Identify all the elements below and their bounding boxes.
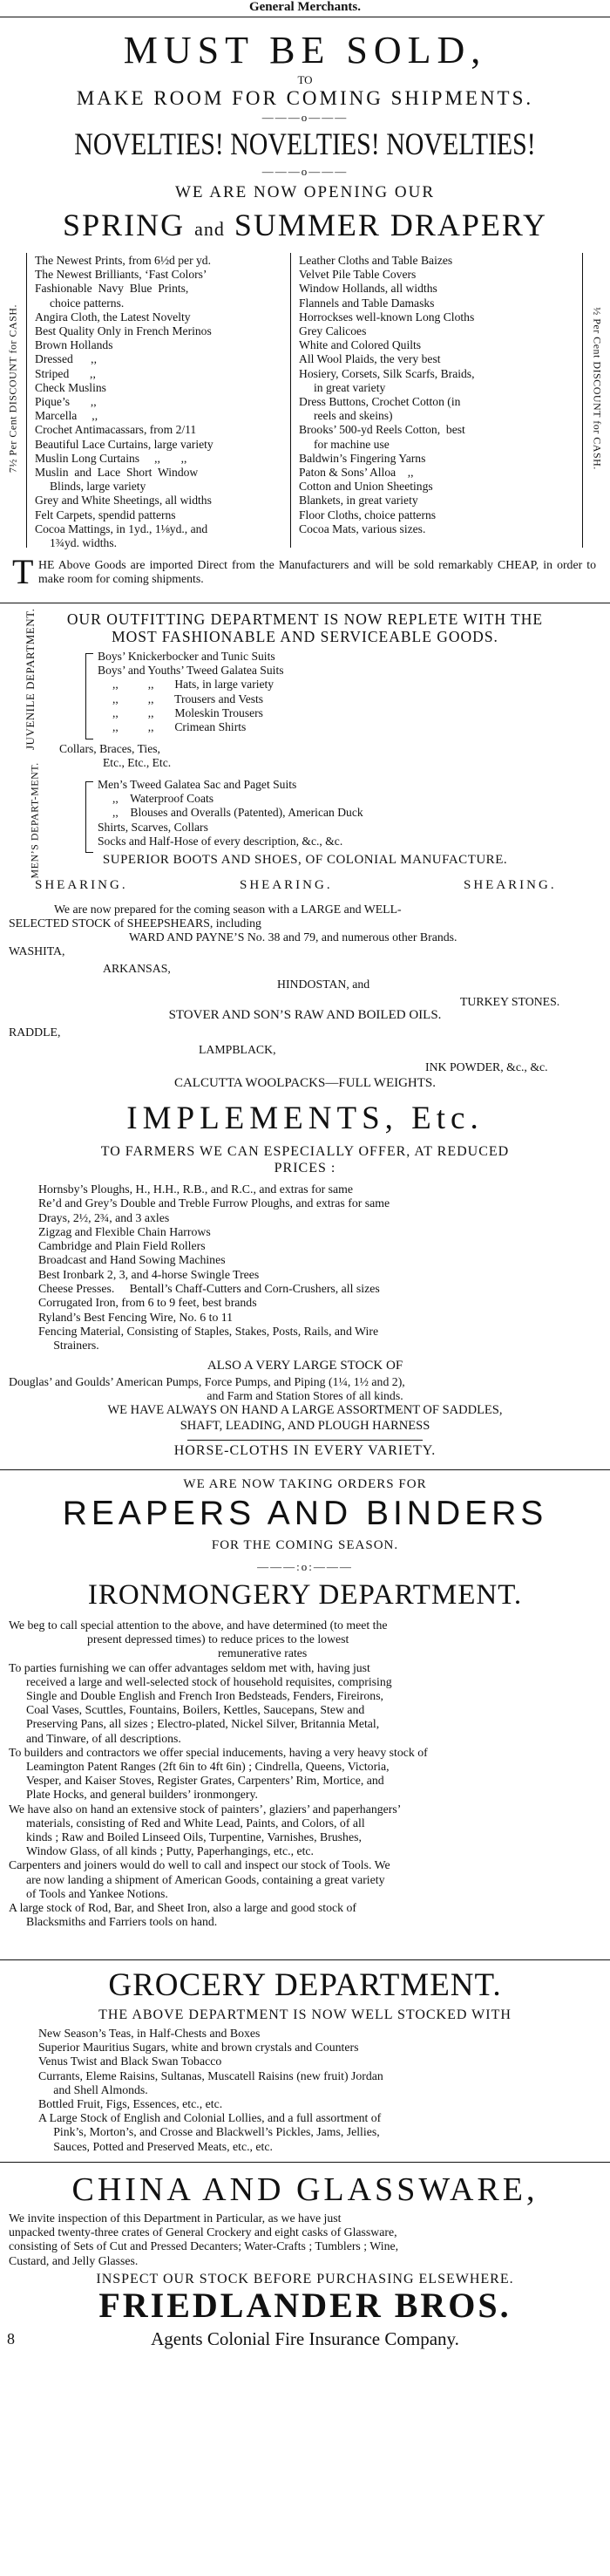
china-text xyxy=(9,2211,398,2268)
drapery-right-item: Horrockses well-known Long Cloths xyxy=(299,310,475,324)
ironmongery-line: To builders and contractors we offer special inducements, having a very heavy stock of xyxy=(9,1745,428,1759)
drapery-right-item: Velvet Pile Table Covers xyxy=(299,268,417,282)
banner-to: TO xyxy=(297,73,313,86)
right-column-rule xyxy=(582,253,583,548)
drapery-right-item: Paton & Sons’ Alloa ,, xyxy=(299,466,414,480)
drapery-left-item: Beautiful Lace Curtains, large variety xyxy=(35,437,214,451)
inspect-line: INSPECT OUR STOCK BEFORE PURCHASING ELSEWHERE. xyxy=(96,2272,514,2286)
ironmongery-line: Blacksmiths and Farriers tools on hand. xyxy=(26,1915,218,1929)
drapery-left-item: Muslin Long Curtains ,, ,, xyxy=(35,451,187,465)
grocery-item: Pink’s, Morton’s, and Crosse and Blackwell’s Pickles, Jams, Jellies, xyxy=(38,2125,380,2139)
drapery-right-item: reels and skeins) xyxy=(299,409,393,423)
ironmongery-line: Coal Vases, Scuttles, Fountains, Boilers, Kettles, Saucepans, Stew and xyxy=(26,1703,365,1717)
drapery-left-item: Brown Hollands xyxy=(35,338,113,352)
juvenile-item: Boys’ Knickerbocker and Tunic Suits xyxy=(98,650,275,663)
grocery-list xyxy=(38,2027,383,2154)
ornament-2: ———o——— xyxy=(261,165,349,178)
shearing-word-1: SHEARING. xyxy=(35,878,128,892)
implements-list xyxy=(38,1182,390,1353)
ironmongery-line: Window Glass, of all kinds ; Putty, Paperhangings, etc., etc. xyxy=(26,1844,315,1858)
grocery-sub: THE ABOVE DEPARTMENT IS NOW WELL STOCKED WITH xyxy=(98,2007,512,2022)
ironmongery-line: Carpenters and joiners would do well to call and inspect our stock of Tools. We xyxy=(9,1858,390,1872)
grocery-item: Sauces, Potted and Preserved Meats, etc., etc. xyxy=(38,2139,273,2153)
ironmongery-text xyxy=(9,1619,428,1929)
drapery-right-item: Brooks’ 500-yd Reels Cotton, best xyxy=(299,423,465,437)
ironmongery-line: Leamington Patent Ranges (2ft 6in to 4ft 6in) ; Cindrella, Queens, Victoria, xyxy=(26,1760,390,1774)
drapery-right-item: Cotton and Union Sheetings xyxy=(299,480,433,494)
drapery-left-item: The Newest Prints, from 6½d per yd. xyxy=(35,254,211,267)
novelties-headline: NOVELTIES! NOVELTIES! NOVELTIES! xyxy=(74,126,536,161)
grocery-item: A Large Stock of English and Colonial Lollies, and a full assortment of xyxy=(38,2111,382,2125)
implement-item: Strainers. xyxy=(38,1339,99,1353)
right-discount-note: ½ Per Cent DISCOUNT for CASH. xyxy=(591,307,604,470)
ironmongery-line: present depressed times) to reduce prices to the lowest xyxy=(87,1632,349,1646)
juvenile-item: ,, ,, Moleskin Trousers xyxy=(98,705,263,719)
implement-item: Broadcast and Hand Sowing Machines xyxy=(38,1253,226,1267)
summer-drapery-word: SUMMER DRAPERY xyxy=(234,208,547,242)
implement-item: Ryland’s Best Fencing Wire, No. 6 to 11 xyxy=(38,1310,234,1324)
juvenile-bracket xyxy=(85,653,93,739)
implement-item: Corrugated Iron, from 6 to 9 feet, best brands xyxy=(38,1296,257,1310)
ironmongery-line: We beg to call special attention to the above, and have determined (to meet the xyxy=(9,1619,388,1632)
juvenile-item: ,, ,, Hats, in large variety xyxy=(98,678,274,692)
drapery-left-item: Striped ,, xyxy=(35,366,96,380)
outfitting-heading-2: MOST FASHIONABLE AND SERVICEABLE GOODS. xyxy=(112,628,498,645)
drapery-right-item: Grey Calicoes xyxy=(299,324,367,338)
pumps-line-1: Douglas’ and Goulds’ American Pumps, Force Pumps, and Piping (1¼, 1½ and 2), xyxy=(9,1375,405,1388)
china-line: unpacked twenty-three crates of General Crockery and eight casks of Glassware, xyxy=(9,2225,397,2239)
section-rule-2 xyxy=(0,1469,610,1470)
china-title: CHINA AND GLASSWARE, xyxy=(71,2171,539,2208)
drapery-left-item: Crochet Antimacassars, from 2/11 xyxy=(35,423,197,437)
raddle: RADDLE, xyxy=(9,1026,61,1039)
left-discount-note: 7½ Per Cent DISCOUNT for CASH. xyxy=(6,303,19,474)
shearing-para-2: SELECTED STOCK of SHEEPSHEARS, including xyxy=(9,917,261,930)
banner-subtitle: MAKE ROOM FOR COMING SHIPMENTS. xyxy=(76,87,534,109)
drapery-right-item: Baldwin’s Fingering Yarns xyxy=(299,451,426,465)
drapery-right-item: in great variety xyxy=(299,380,386,394)
mens-item: Socks and Half-Hose of every description, &c., &c. xyxy=(98,834,343,848)
drapery-left-item: The Newest Brilliants, ‘Fast Colors’ xyxy=(35,268,207,282)
running-header: General Merchants. xyxy=(248,0,362,14)
ironmongery-line: materials, consisting of Red and White Lead, Paints, and Colors, of all xyxy=(26,1816,365,1830)
implement-item: Hornsby’s Ploughs, H., H.H., R.B., and R.C., and extras for same xyxy=(38,1182,353,1196)
collars-etc-line: Etc., Etc., Etc. xyxy=(103,756,172,769)
saddles-line-1: WE HAVE ALWAYS ON HAND A LARGE ASSORTMENT OF SADDLES, xyxy=(107,1403,503,1417)
calcutta-line: CALCUTTA WOOLPACKS—FULL WEIGHTS. xyxy=(173,1076,437,1090)
and-word: and xyxy=(194,218,225,240)
juvenile-list xyxy=(98,650,284,734)
shearing-para-3: WARD AND PAYNE’S No. 38 and 79, and numerous other Brands. xyxy=(129,930,458,944)
drapery-left-item: 1¾yd. widths. xyxy=(35,536,118,550)
mens-bracket xyxy=(85,781,93,853)
stover-line: STOVER AND SON’S RAW AND BOILED OILS. xyxy=(168,1008,442,1022)
shearing-para-1: We are now prepared for the coming season with a LARGE and WELL- xyxy=(54,903,402,916)
drapery-right-item: for machine use xyxy=(299,437,390,451)
mens-item: Shirts, Scarves, Collars xyxy=(98,820,208,834)
shearing-word-2: SHEARING. xyxy=(240,878,333,892)
juvenile-item: ,, ,, Trousers and Vests xyxy=(98,692,264,705)
imported-note: HE Above Goods are imported Direct from the Manufacturers and will be sold remarkably CHEAP, in order to make room for coming shipments. xyxy=(38,558,596,586)
shearing-word-3: SHEARING. xyxy=(464,878,557,892)
drapery-right-item: Blankets, in great variety xyxy=(299,494,418,508)
ironmongery-line: We have also on hand an extensive stock of painters’, glaziers’ and paperhangers’ xyxy=(9,1802,402,1816)
left-column-rule xyxy=(26,253,27,548)
china-line: consisting of Sets of Cut and Pressed Decanters; Water-Crafts ; Tumblers ; Wine, xyxy=(9,2239,399,2253)
drapery-left-item: Angira Cloth, the Latest Novelty xyxy=(35,310,191,324)
opening-line: WE ARE NOW OPENING OUR xyxy=(174,183,436,201)
ironmongery-line: kinds ; Raw and Boiled Linseed Oils, Turpentine, Varnishes, Brushes, xyxy=(26,1830,362,1844)
ornament-3: ———:o:——— xyxy=(257,1560,353,1573)
mens-item: ,, Waterproof Coats xyxy=(98,792,214,806)
drapery-right-item: Cocoa Mats, various sizes. xyxy=(299,521,426,535)
spring-word: SPRING xyxy=(63,208,186,242)
juvenile-label: JUVENILE DEPARTMENT. xyxy=(24,608,37,750)
drapery-left-item: Dressed ,, xyxy=(35,352,97,366)
china-line: We invite inspection of this Department in Particular, as we have just xyxy=(9,2211,342,2225)
drapery-right-item: All Wool Plaids, the very best xyxy=(299,352,441,366)
drapery-right-item: Hosiery, Corsets, Silk Scarfs, Braids, xyxy=(299,366,475,380)
ironmongery-line: remunerative rates xyxy=(218,1646,308,1660)
ironmongery-line: To parties furnishing we can offer advantages seldom met with, having just xyxy=(9,1660,370,1674)
implement-item: Fencing Material, Consisting of Staples, Stakes, Posts, Rails, and Wire xyxy=(38,1324,379,1338)
center-column-rule xyxy=(290,253,291,548)
grocery-item: Venus Twist and Black Swan Tobacco xyxy=(38,2055,222,2068)
grocery-item: Bottled Fruit, Figs, Essences, etc., etc. xyxy=(38,2097,223,2111)
lampblack: LAMPBLACK, xyxy=(199,1043,276,1056)
horse-cloths: HORSE-CLOTHS IN EVERY VARIETY. xyxy=(173,1443,437,1458)
drapery-left-item: choice patterns. xyxy=(35,296,125,310)
juvenile-item: Boys’ and Youths’ Tweed Galatea Suits xyxy=(98,664,284,678)
drapery-right-item: Flannels and Table Damasks xyxy=(299,296,435,310)
drapery-left-item: Blinds, large variety xyxy=(35,480,146,494)
implements-sub-2: PRICES : xyxy=(274,1161,336,1176)
ironmongery-line: A large stock of Rod, Bar, and Sheet Iron, also a large and good stock of xyxy=(9,1901,356,1915)
mens-item: ,, Blouses and Overalls (Patented), American Duck xyxy=(98,806,363,820)
drapery-right-item: Window Hollands, all widths xyxy=(299,282,437,296)
ironmongery-line: and Tinware, of all descriptions. xyxy=(26,1731,181,1745)
firm-name: FRIEDLANDER BROS. xyxy=(98,2286,512,2325)
ornament-1: ———o——— xyxy=(261,111,349,124)
implements-sub-1: TO FARMERS WE CAN ESPECIALLY OFFER, AT REDUCED xyxy=(100,1144,510,1159)
ironmongery-title: IRONMONGERY DEPARTMENT. xyxy=(87,1579,523,1611)
ironmongery-line: of Tools and Yankee Notions. xyxy=(26,1886,168,1900)
turkey-stones: TURKEY STONES. xyxy=(460,995,560,1008)
ironmongery-line: received a large and well-selected stock of household requisites, comprising xyxy=(26,1674,392,1688)
mens-list xyxy=(98,778,363,848)
page-number: 8 xyxy=(7,2330,15,2348)
ironmongery-line: Plate Hocks, and general builders’ ironmongery. xyxy=(26,1788,258,1802)
implement-item: Cheese Presses. Bentall’s Chaff-Cutters and Corn-Crushers, all sizes xyxy=(38,1282,380,1296)
drapery-right-item: Dress Buttons, Crochet Cotton (in xyxy=(299,395,461,409)
mens-label: MEN’S DEPART-MENT. xyxy=(28,762,41,879)
grocery-item: New Season’s Teas, in Half-Chests and Boxes xyxy=(38,2027,261,2040)
outfitting-heading-1: OUR OUTFITTING DEPARTMENT IS NOW REPLETE WITH THE xyxy=(66,610,544,628)
hindostan: HINDOSTAN, and xyxy=(277,978,370,991)
also-large-stock: ALSO A VERY LARGE STOCK OF xyxy=(207,1359,403,1373)
ironmongery-line: Preserving Pans, all sizes ; Electro-plated, Nickel Silver, Britannia Metal, xyxy=(26,1717,380,1731)
grocery-title: GROCERY DEPARTMENT. xyxy=(108,1967,502,2003)
ironmongery-line: are now landing a shipment of American Goods, containing a great variety xyxy=(26,1872,385,1886)
implements-title: IMPLEMENTS, Etc. xyxy=(126,1101,484,1136)
saddles-line-2: SHAFT, LEADING, AND PLOUGH HARNESS xyxy=(180,1419,430,1433)
drapery-left-item: Felt Carpets, spendid patterns xyxy=(35,508,176,521)
section-rule-3 xyxy=(0,1959,610,1960)
section-rule-4 xyxy=(0,2162,610,2163)
drapery-left-item: Muslin and Lace Short Window xyxy=(35,466,199,480)
collars-line: Collars, Braces, Ties, xyxy=(59,742,160,755)
short-rule xyxy=(187,1440,423,1441)
drapery-right-item: Floor Cloths, choice patterns xyxy=(299,508,437,521)
juvenile-item: ,, ,, Crimean Shirts xyxy=(98,720,247,734)
agents-line: Agents Colonial Fire Insurance Company. xyxy=(151,2328,459,2349)
drapery-left-item: Cocoa Mattings, in 1yd., 1⅛yd., and xyxy=(35,521,208,535)
grocery-item: and Shell Almonds. xyxy=(38,2082,148,2096)
drapery-left-list xyxy=(35,254,288,550)
arkansas: ARKANSAS, xyxy=(103,962,171,975)
implement-item: Zigzag and Flexible Chain Harrows xyxy=(38,1224,211,1238)
spring-summer-title xyxy=(0,208,610,247)
banner-title: MUST BE SOLD, xyxy=(123,29,487,72)
drapery-right-item: Leather Cloths and Table Baizes xyxy=(299,254,453,267)
drapery-left-item: Best Quality Only in French Merinos xyxy=(35,324,212,338)
drapery-right-item: White and Colored Quilts xyxy=(299,338,422,352)
drapery-right-list xyxy=(299,254,580,536)
drapery-left-item: Pique’s ,, xyxy=(35,395,97,409)
ink-powder: INK POWDER, &c., &c. xyxy=(425,1060,548,1073)
drapery-left-item: Fashionable Navy Blue Prints, xyxy=(35,282,189,296)
implement-item: Drays, 2½, 2¾, and 3 axles xyxy=(38,1210,170,1224)
grocery-item: Superior Mauritius Sugars, white and brown crystals and Counters xyxy=(38,2041,359,2055)
reapers-post: FOR THE COMING SEASON. xyxy=(211,1538,399,1552)
mens-item: Men’s Tweed Galatea Sac and Paget Suits xyxy=(98,778,297,791)
drapery-left-item: Marcella ,, xyxy=(35,409,98,423)
pumps-line-2: and Farm and Station Stores of all kinds. xyxy=(207,1389,403,1402)
implement-item: Re’d and Grey’s Double and Treble Furrow Ploughs, and extras for same xyxy=(38,1196,390,1210)
implement-item: Cambridge and Plain Field Rollers xyxy=(38,1239,206,1253)
ironmongery-line: Vesper, and Kaiser Stoves, Register Grates, Carpenters’ Rim, Mortice, and xyxy=(26,1774,384,1788)
reapers-title: REAPERS AND BINDERS xyxy=(62,1495,548,1532)
drop-cap: T xyxy=(12,552,34,591)
grocery-item: Currants, Eleme Raisins, Sultanas, Muscatell Raisins (new fruit) Jordan xyxy=(38,2068,383,2082)
ironmongery-line: Single and Double English and French Iron Bedsteads, Fenders, Fireirons, xyxy=(26,1689,384,1703)
implement-item: Best Ironbark 2, 3, and 4-horse Swingle Trees xyxy=(38,1267,260,1281)
washita: WASHITA, xyxy=(9,944,65,957)
boots-line: SUPERIOR BOOTS AND SHOES, OF COLONIAL MANUFACTURE. xyxy=(102,853,508,867)
reapers-pre: WE ARE NOW TAKING ORDERS FOR xyxy=(183,1477,427,1491)
drapery-left-item: Grey and White Sheetings, all widths xyxy=(35,494,212,508)
drapery-left-item: Check Muslins xyxy=(35,380,106,394)
china-line: Custard, and Jelly Glasses. xyxy=(9,2253,139,2267)
